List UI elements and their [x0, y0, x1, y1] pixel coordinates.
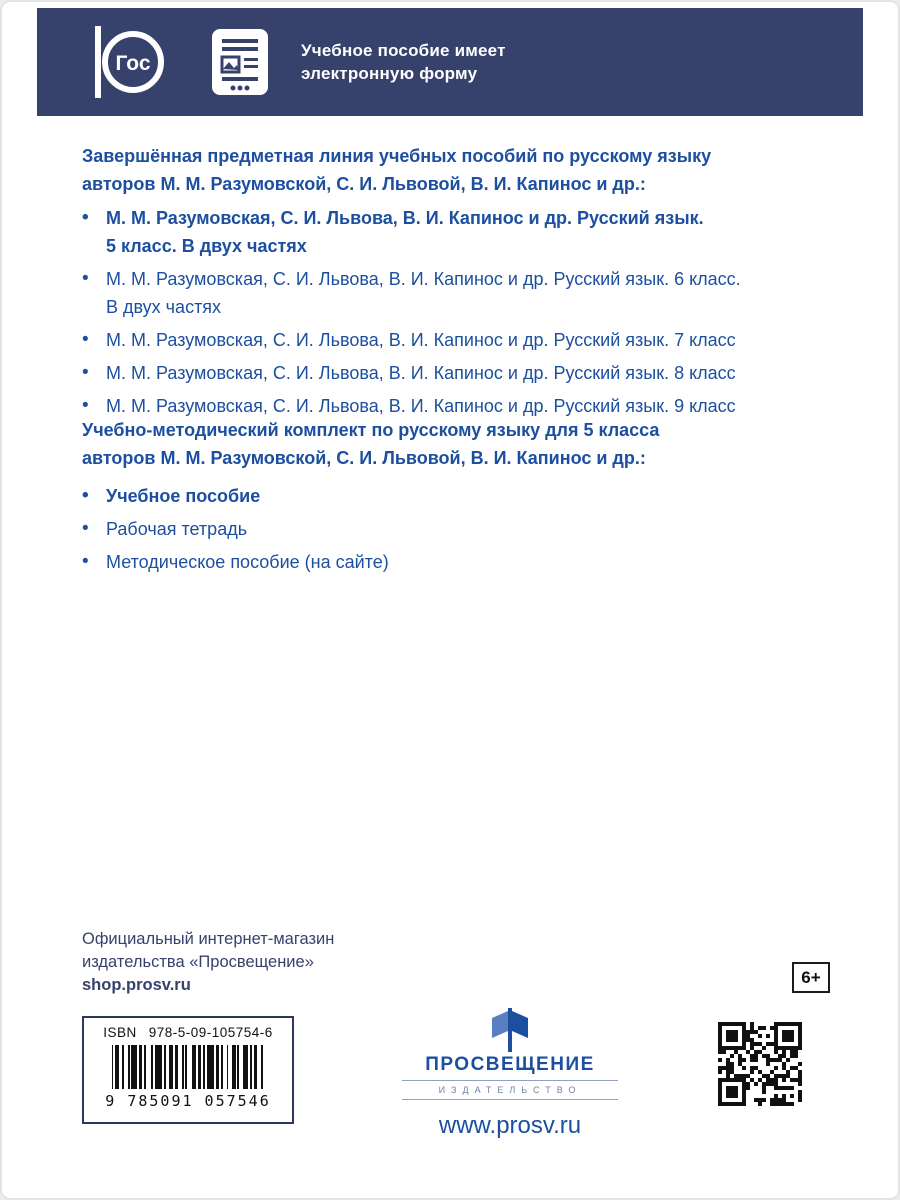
bullet-icon: •: [82, 518, 89, 539]
age-rating-badge: 6+: [792, 962, 830, 993]
umk-heading: [82, 416, 862, 472]
divider: [402, 1099, 618, 1100]
barcode-box: [82, 1016, 294, 1124]
bullet-icon: •: [82, 329, 89, 350]
bullet-icon: •: [82, 362, 89, 383]
bullet-icon: •: [82, 268, 89, 289]
ebook-icon: [209, 27, 271, 102]
publisher-book-icon: [488, 1006, 532, 1052]
list-item: • М. М. Разумовская, С. И. Львова, В. И. Капинос и др. Русский язык. 9 класс: [82, 392, 862, 420]
divider: [402, 1080, 618, 1081]
umk-heading-line1: Учебно-методический комплект по русскому языку для 5 класса: [82, 420, 660, 440]
shop-url: shop.prosv.ru: [82, 976, 191, 994]
publisher-subtitle: ИЗДАТЕЛЬСТВО: [438, 1085, 582, 1095]
svg-text:Гос: Гос: [115, 52, 151, 75]
shop-info: [82, 928, 334, 997]
qr-code: [718, 1022, 802, 1106]
list-item: • М. М. Разумовская, С. И. Львова, В. И. Капинос и др. Русский язык. 8 класс: [82, 359, 862, 387]
list-item: • Методическое пособие (на сайте): [82, 548, 862, 576]
umk-heading-line2: авторов М. М. Разумовской, С. И. Львовой, В. И. Капинос и др.:: [82, 448, 646, 468]
list-item: • М. М. Разумовская, С. И. Львова, В. И. Капинос и др. Русский язык. 7 класс: [82, 326, 862, 354]
bullet-icon: •: [82, 485, 89, 506]
series-heading-line1: Завершённая предметная линия учебных пособий по русскому языку: [82, 146, 712, 166]
bullet-icon: •: [82, 395, 89, 416]
list-item: • М. М. Разумовская, С. И. Львова, В. И. Капинос и др. Русский язык. 6 класс. В двух частях: [82, 265, 862, 321]
ebook-note-line1: Учебное пособие имеет: [301, 41, 506, 60]
bullet-icon: •: [82, 207, 89, 228]
publisher-logo-block: [400, 1006, 620, 1140]
isbn-text: [103, 1025, 273, 1040]
isbn-number: 978-5-09-105754-6: [148, 1025, 273, 1040]
umk-list: [82, 482, 862, 581]
series-list: [82, 204, 862, 425]
header-band: [37, 8, 863, 116]
series-heading: [82, 142, 862, 198]
qr-code-wrap: [716, 1020, 804, 1108]
shop-info-line2: издательства «Просвещение»: [82, 953, 314, 971]
ebook-note: [301, 39, 506, 85]
fgos-logo: [75, 24, 181, 105]
list-item: • Учебное пособие: [82, 482, 862, 510]
series-heading-line2: авторов М. М. Разумовской, С. И. Львовой, В. И. Капинос и др.:: [82, 174, 646, 194]
bullet-icon: •: [82, 551, 89, 572]
list-item: • Рабочая тетрадь: [82, 515, 862, 543]
publisher-name: ПРОСВЕЩЕНИЕ: [425, 1054, 595, 1075]
shop-info-line1: Официальный интернет-магазин: [82, 930, 335, 948]
ebook-note-line2: электронную форму: [301, 64, 478, 83]
list-item: • М. М. Разумовская, С. И. Львова, В. И. Капинос и др. Русский язык. 5 класс. В двух частях: [82, 204, 862, 260]
barcode-digits: 9 785091 057546: [105, 1092, 271, 1110]
publisher-url: www.prosv.ru: [438, 1112, 582, 1139]
barcode-bars: [112, 1045, 265, 1089]
isbn-label: ISBN: [103, 1025, 137, 1040]
